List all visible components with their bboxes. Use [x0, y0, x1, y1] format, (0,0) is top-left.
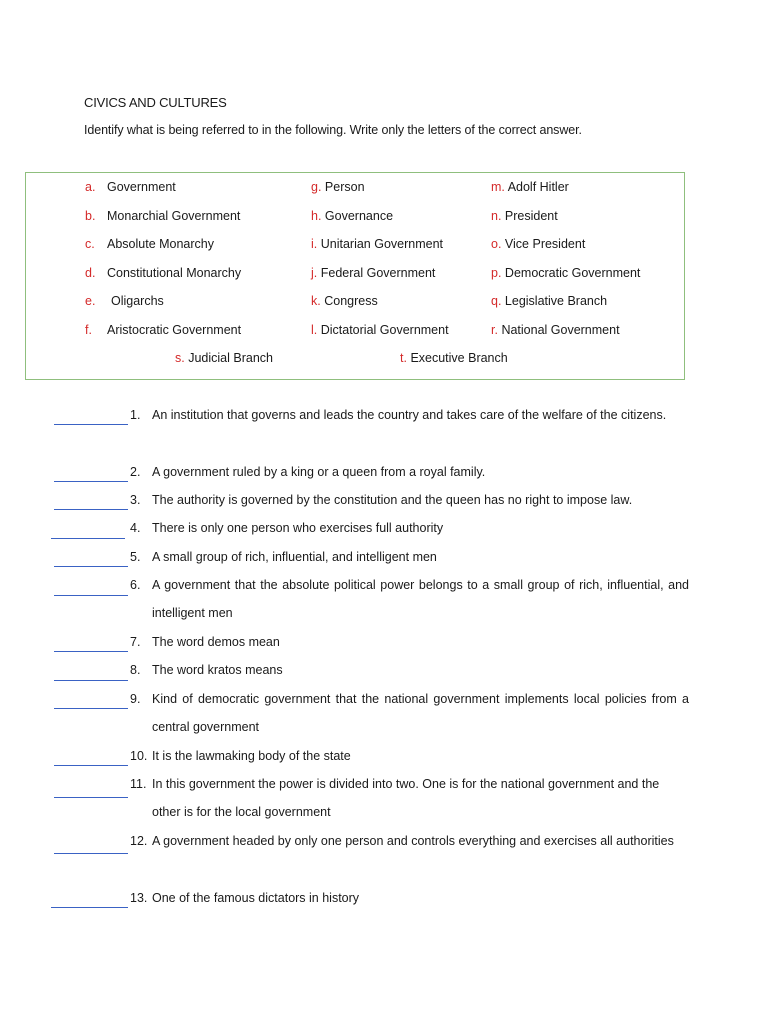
question-number: 3. — [130, 493, 141, 507]
question-text: An institution that governs and leads the country and takes care of the welfare of the citizens. — [152, 408, 667, 422]
choice-letter: t. — [400, 351, 407, 365]
question-number: 13. — [130, 891, 148, 905]
question-number: 12. — [130, 834, 148, 848]
answer-blank-12[interactable] — [54, 853, 128, 854]
choice-text: Vice President — [504, 237, 586, 251]
choice-text: Constitutional Monarchy — [107, 266, 242, 280]
choice-letter: b. — [85, 209, 96, 223]
choice-letter: a. — [85, 180, 96, 194]
choice-text: Person — [324, 180, 365, 194]
choice-c — [85, 237, 215, 251]
choice-letter: g. — [311, 180, 322, 194]
choice-text: Executive Branch — [410, 351, 508, 365]
question-number: 10. — [130, 749, 148, 763]
question-text: One of the famous dictators in history — [152, 891, 360, 905]
choice-letter: r. — [491, 323, 498, 337]
question-text: There is only one person who exercises full authority — [152, 521, 444, 535]
answer-blank-1[interactable] — [54, 424, 128, 425]
choice-text: National Government — [501, 323, 620, 337]
choice-q — [491, 294, 607, 308]
answer-blank-8[interactable] — [54, 680, 128, 681]
question-text: The word demos mean — [152, 635, 280, 649]
question-number: 2. — [130, 465, 141, 479]
choice-g — [311, 180, 365, 194]
choice-e — [85, 294, 164, 308]
choice-l — [311, 323, 449, 337]
question-number: 4. — [130, 521, 141, 535]
choice-letter: j. — [311, 266, 318, 280]
answer-blank-2[interactable] — [54, 481, 128, 482]
choice-letter: n. — [491, 209, 502, 223]
answer-blank-11[interactable] — [54, 797, 128, 798]
choice-k — [311, 294, 378, 308]
choice-text: Absolute Monarchy — [107, 237, 215, 251]
question-text: In this government the power is divided into two. One is for the national government and the other is for the local government — [152, 777, 660, 820]
answer-blank-6[interactable] — [54, 595, 128, 596]
choice-letter: o. — [491, 237, 502, 251]
choice-text: Oligarchs — [111, 294, 164, 308]
choice-text: Government — [107, 180, 176, 194]
question-text: The authority is governed by the constitution and the queen has no right to impose law. — [152, 493, 633, 507]
question-text: Kind of democratic government that the national government implements local policies from a central government — [152, 692, 689, 735]
choice-f — [85, 323, 242, 337]
answer-blank-7[interactable] — [54, 651, 128, 652]
question-text: A government that the absolute political power belongs to a small group of rich, influential, and intelligent men — [152, 578, 689, 621]
question-number: 5. — [130, 550, 141, 564]
choice-h — [311, 209, 393, 223]
answer-blank-9[interactable] — [54, 708, 128, 709]
choice-text: Congress — [324, 294, 378, 308]
choice-letter: l. — [311, 323, 318, 337]
answer-blank-3[interactable] — [54, 509, 128, 510]
choice-letter: p. — [491, 266, 502, 280]
choice-p — [491, 266, 640, 280]
choice-s — [175, 351, 273, 365]
choice-letter: c. — [85, 237, 95, 251]
choice-j — [311, 266, 435, 280]
page-title: CIVICS AND CULTURES — [84, 95, 227, 110]
choice-text: Legislative Branch — [504, 294, 608, 308]
question-number: 8. — [130, 663, 141, 677]
choice-t — [400, 351, 508, 365]
question-text: A small group of rich, influential, and intelligent men — [152, 550, 437, 564]
choice-letter: h. — [311, 209, 322, 223]
choice-text: Adolf Hitler — [507, 180, 569, 194]
choice-text: Governance — [324, 209, 394, 223]
choice-letter: q. — [491, 294, 502, 308]
answer-blank-5[interactable] — [54, 566, 128, 567]
question-number: 6. — [130, 578, 141, 592]
choice-r — [491, 323, 620, 337]
choice-text: Federal Government — [320, 266, 436, 280]
choice-text: Judicial Branch — [188, 351, 273, 365]
choice-letter: i. — [311, 237, 318, 251]
question-number: 7. — [130, 635, 141, 649]
choice-letter: k. — [311, 294, 321, 308]
question-text: The word kratos means — [152, 663, 283, 677]
question-number: 9. — [130, 692, 141, 706]
choice-m — [491, 180, 569, 194]
choice-a — [85, 180, 176, 194]
choice-letter: e. — [85, 294, 96, 308]
choice-letter: s. — [175, 351, 185, 365]
question-text: A government headed by only one person and controls everything and exercises all authorities — [152, 834, 674, 848]
choice-text: President — [504, 209, 558, 223]
choice-letter: d. — [85, 266, 96, 280]
choice-d — [85, 266, 242, 280]
choice-text: Unitarian Government — [320, 237, 444, 251]
instructions-text: Identify what is being referred to in the following. Write only the letters of the correct answer. — [84, 123, 582, 137]
answer-blank-10[interactable] — [54, 765, 128, 766]
choice-letter: f. — [85, 323, 92, 337]
choice-o — [491, 237, 585, 251]
choice-text: Monarchial Government — [107, 209, 241, 223]
choice-letter: m. — [491, 180, 505, 194]
answer-blank-13[interactable] — [51, 907, 128, 908]
question-number: 11. — [130, 777, 147, 791]
question-number: 1. — [130, 408, 141, 422]
question-text: It is the lawmaking body of the state — [152, 749, 351, 763]
choice-n — [491, 209, 558, 223]
question-text: A government ruled by a king or a queen from a royal family. — [152, 465, 486, 479]
choice-text: Aristocratic Government — [107, 323, 242, 337]
choice-text: Dictatorial Government — [320, 323, 449, 337]
choice-b — [85, 209, 241, 223]
choice-text: Democratic Government — [504, 266, 641, 280]
answer-blank-4[interactable] — [51, 538, 125, 539]
choice-i — [311, 237, 443, 251]
